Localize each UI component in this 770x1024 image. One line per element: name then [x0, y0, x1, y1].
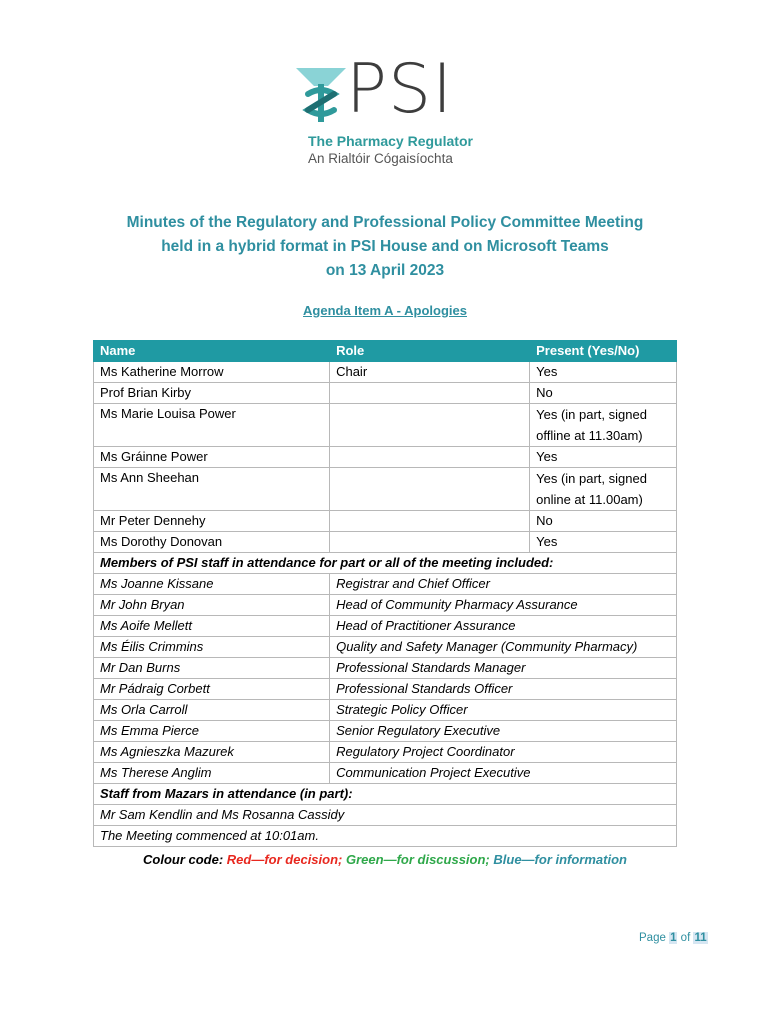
page-number [639, 932, 708, 944]
logo-tagline: The Pharmacy Regulator [308, 133, 473, 149]
staff-name: Ms Agnieszka Mazurek [94, 742, 330, 763]
present-line-2: online at 11.00am) [536, 492, 643, 507]
logo-tagline-irish: An Rialtóir Cógaisíochta [308, 151, 453, 166]
table-row [94, 362, 677, 383]
table-row [94, 742, 677, 763]
member-present [530, 404, 677, 447]
member-role [330, 404, 530, 447]
title-line-1: Minutes of the Regulatory and Professional Policy Committee Meeting [126, 214, 644, 231]
staff-name: Ms Therese Anglim [94, 763, 330, 784]
page-prefix: Page [639, 932, 666, 944]
staff-role: Senior Regulatory Executive [330, 721, 677, 742]
member-role [330, 447, 530, 468]
member-name: Ms Marie Louisa Power [94, 404, 330, 447]
mazars-heading: Staff from Mazars in attendance (in part): [94, 784, 677, 805]
member-name: Ms Dorothy Donovan [94, 532, 330, 553]
document-title [0, 211, 770, 283]
member-role [330, 532, 530, 553]
table-row [94, 532, 677, 553]
header-present: Present (Yes/No) [530, 341, 677, 362]
table-row [94, 805, 677, 826]
attendance-table [93, 340, 677, 847]
present-line-1: Yes (in part, signed [536, 471, 647, 486]
table-row [94, 511, 677, 532]
member-present: Yes [530, 362, 677, 383]
staff-name: Ms Éilis Crimmins [94, 637, 330, 658]
staff-name: Mr John Bryan [94, 595, 330, 616]
colour-code-blue: Blue—for information [493, 852, 627, 867]
table-row [94, 637, 677, 658]
staff-role: Strategic Policy Officer [330, 700, 677, 721]
table-row [94, 658, 677, 679]
table-row [94, 383, 677, 404]
staff-role: Quality and Safety Manager (Community Pharmacy) [330, 637, 677, 658]
staff-role: Head of Community Pharmacy Assurance [330, 595, 677, 616]
mazars-names: Mr Sam Kendlin and Ms Rosanna Cassidy [94, 805, 677, 826]
member-role [330, 468, 530, 511]
staff-name: Mr Pádraig Corbett [94, 679, 330, 700]
staff-name: Ms Aoife Mellett [94, 616, 330, 637]
staff-name: Ms Emma Pierce [94, 721, 330, 742]
title-line-2: held in a hybrid format in PSI House and on Microsoft Teams [161, 238, 609, 255]
staff-name: Ms Orla Carroll [94, 700, 330, 721]
member-name: Ms Gráinne Power [94, 447, 330, 468]
page-current: 1 [670, 932, 677, 944]
colour-code-green: Green—for discussion; [346, 852, 490, 867]
table-row [94, 404, 677, 447]
page-of: of [680, 932, 691, 944]
mazars-heading-row [94, 784, 677, 805]
member-present: No [530, 383, 677, 404]
header-name: Name [94, 341, 330, 362]
table-row [94, 679, 677, 700]
colour-code-label: Colour code: [143, 852, 224, 867]
table-row [94, 595, 677, 616]
member-present [530, 468, 677, 511]
table-row [94, 574, 677, 595]
staff-heading-row [94, 553, 677, 574]
member-name: Mr Peter Dennehy [94, 511, 330, 532]
meeting-commenced: The Meeting commenced at 10:01am. [94, 826, 677, 847]
page-total: 11 [694, 932, 707, 944]
table-row [94, 468, 677, 511]
table-row [94, 447, 677, 468]
title-line-3: on 13 April 2023 [325, 262, 445, 279]
member-role [330, 511, 530, 532]
staff-role: Professional Standards Officer [330, 679, 677, 700]
agenda-heading: Agenda Item A - Apologies [303, 303, 467, 318]
colour-code-legend [0, 852, 770, 867]
table-row [94, 721, 677, 742]
staff-role: Registrar and Chief Officer [330, 574, 677, 595]
member-name: Ms Katherine Morrow [94, 362, 330, 383]
member-role: Chair [330, 362, 530, 383]
present-line-2: offline at 11.30am) [536, 428, 643, 443]
staff-name: Ms Joanne Kissane [94, 574, 330, 595]
staff-role: Communication Project Executive [330, 763, 677, 784]
logo-wordmark: PSI [346, 50, 454, 129]
table-row [94, 763, 677, 784]
present-line-1: Yes (in part, signed [536, 407, 647, 422]
member-role [330, 383, 530, 404]
table-row [94, 826, 677, 847]
colour-code-red: Red—for decision; [226, 852, 343, 867]
staff-role: Head of Practitioner Assurance [330, 616, 677, 637]
table-header-row [94, 341, 677, 362]
member-present: Yes [530, 447, 677, 468]
staff-role: Regulatory Project Coordinator [330, 742, 677, 763]
staff-heading: Members of PSI staff in attendance for part or all of the meeting included: [94, 553, 677, 574]
pharmacy-logo-icon [294, 66, 348, 126]
header-role: Role [330, 341, 530, 362]
member-name: Ms Ann Sheehan [94, 468, 330, 511]
member-name: Prof Brian Kirby [94, 383, 330, 404]
member-present: No [530, 511, 677, 532]
psi-logo [294, 50, 474, 166]
staff-name: Mr Dan Burns [94, 658, 330, 679]
table-row [94, 700, 677, 721]
table-row [94, 616, 677, 637]
member-present: Yes [530, 532, 677, 553]
staff-role: Professional Standards Manager [330, 658, 677, 679]
